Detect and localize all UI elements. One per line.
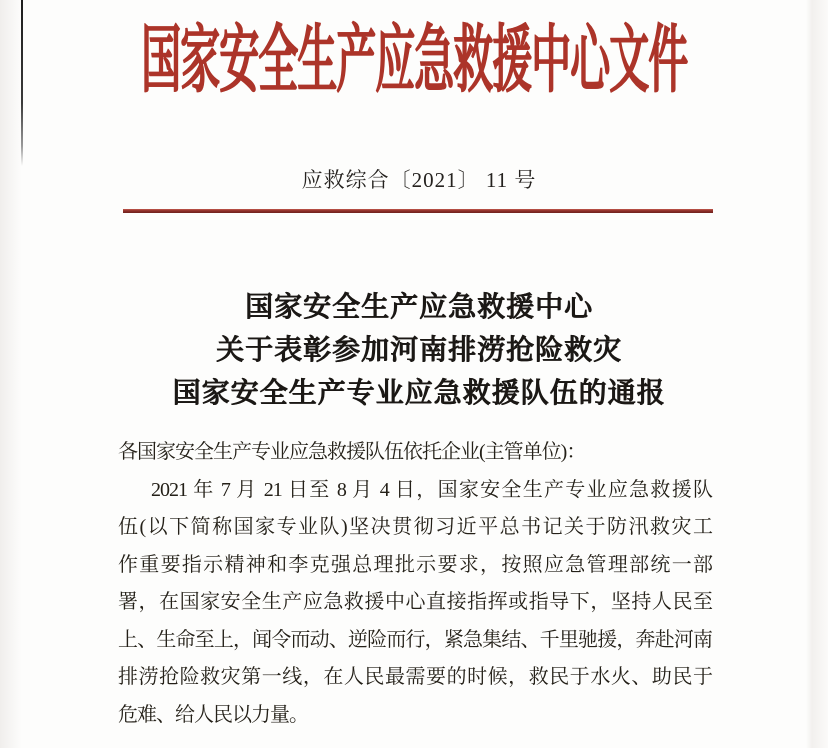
document-number: 应救综合〔2021〕 11 号	[301, 168, 537, 192]
body-line: 伍(以下简称国家专业队)坚决贯彻习近平总书记关于防汛救灾工	[118, 516, 712, 538]
red-divider-line	[123, 209, 713, 213]
title-line-3: 国家安全生产专业应急救援队伍的通报	[172, 378, 666, 409]
body-line: 作重要指示精神和李克强总理批示要求，按照应急管理部统一部	[118, 553, 712, 576]
salutation-line: 各国家安全生产专业应急救援队伍依托企业(主管单位)：	[118, 441, 586, 463]
document-body	[118, 434, 712, 734]
body-line: 上、生命至上，闻令而动、逆险而行，紧急集结、千里驰援，奔赴河南	[118, 628, 712, 651]
body-line-last: 危难、给人民以力量。	[118, 703, 308, 726]
body-line: 署，在国家安全生产应急救援中心直接指挥或指导下，坚持人民至	[118, 591, 712, 613]
document-title	[124, 286, 714, 415]
title-line-2: 关于表彰参加河南排涝抢险救灾	[215, 335, 622, 366]
body-line: 排涝抢险救灾第一线，在人民最需要的时候，救民于水火、助民于	[118, 666, 712, 688]
body-line: 2021 年 7 月 21 日至 8 月 4 日，国家安全生产专业应急救援队	[151, 478, 712, 501]
title-line-1: 国家安全生产应急救援中心	[244, 292, 593, 323]
agency-header-title: 国家安全生产应急救援中心文件	[141, 18, 687, 102]
